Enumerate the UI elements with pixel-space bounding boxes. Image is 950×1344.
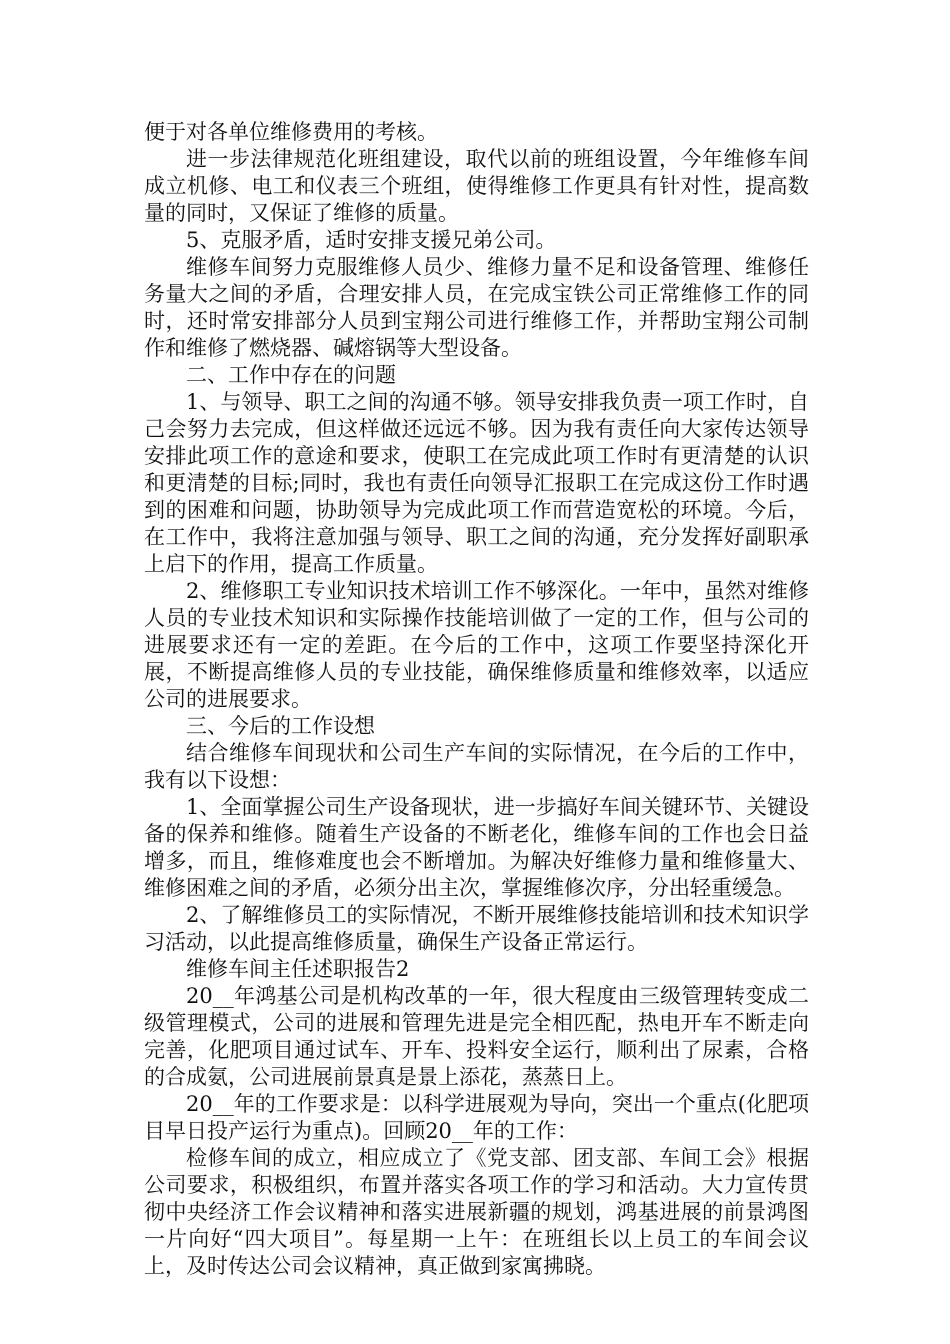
section-heading: 二、工作中存在的问题 [186,363,396,387]
paragraph: 维修车间努力克服维修人员少、维修力量不足和设备管理、维修任务量大之间的矛盾，合理安排人员，在完成宝铁公司正常维修工作的同时，还时常安排部分人员到宝翔公司进行维修工作，并帮助宝翔公司制作和维修了燃烧器、碱熔锅等大型设备。 [144,255,809,360]
paragraph: 结合维修车间现状和公司生产车间的实际情况，在今后的工作中，我有以下设想： [144,741,809,792]
paragraph: 1、与领导、职工之间的沟通不够。领导安排我负责一项工作时，自己会努力去完成，但这样做还远远不够。因为我有责任向大家传达领导安排此项工作的意途和要求，使职工在完成此项工作时有更清楚的认识和更清楚的目标;同时，我也有责任向领导汇报职工在完成这份工作时遇到的困难和问题，协助领导为完成此项工作而营造宽松的环境。今后，在工作中，我将注意加强与领导、职工之间的沟通，充分发挥好副职承上启下的作用，提高工作质量。 [144,390,809,576]
paragraph: 2、维修职工专业知识技术培训工作不够深化。一年中，虽然对维修人员的专业技术知识和实际操作技能培训做了一定的工作，但与公司的进展要求还有一定的差距。在今后的工作中，这项工作要坚持深化开展，不断提高维修人员的专业技能，确保维修质量和维修效率，以适应公司的进展要求。 [144,579,809,711]
paragraph: 2、了解维修员工的实际情况，不断开展维修技能培训和技术知识学习活动，以此提高维修质量，确保生产设备正常运行。 [144,903,809,954]
paragraph: 1、全面掌握公司生产设备现状，进一步搞好车间关键环节、关键设备的保养和维修。随着生产设备的不断老化，维修车间的工作也会日益增多，而且，维修难度也会不断增加。为解决好维修力量和维修量大、维修困难之间的矛盾，必须分出主次，掌握维修次序，分出轻重缓急。 [144,795,809,900]
report-title: 维修车间主任述职报告2 [186,957,410,981]
paragraph: 检修车间的成立，相应成立了《党支部、团支部、车间工会》根据公司要求，积极组织，布置并落实各项工作的学习和活动。大力宣传贯彻中央经济工作会议精神和落实进展新疆的规划，鸿基进展的前景鸿图一片向好“四大项目”。每星期一上午：在班组长以上员工的车间会议上，及时传达公司会议精神，真正做到家寓拂晓。 [144,1146,809,1278]
section-heading: 三、今后的工作设想 [186,714,375,738]
paragraph: 20__年鸿基公司是机构改革的一年，很大程度由三级管理转变成二级管理模式，公司的进展和管理先进是完全相匹配，热电开车不断走向完善，化肥项目通过试车、开车、投料安全运行，顺利出了尿素，合格的合成氨，公司进展前景真是景上添花，蒸蒸日上。 [144,984,809,1089]
paragraph: 20__年的工作要求是：以科学进展观为导向，突出一个重点(化肥项目早日投产运行为重点)。回顾20__年的工作： [144,1092,809,1143]
document-body [144,119,809,1280]
paragraph: 5、克服矛盾，适时安排支援兄弟公司。 [186,228,557,252]
paragraph: 便于对各单位维修费用的考核。 [144,120,438,144]
paragraph: 进一步法律规范化班组建设，取代以前的班组设置，今年维修车间成立机修、电工和仪表三个班组，使得维修工作更具有针对性，提高数量的同时，又保证了维修的质量。 [144,147,809,225]
